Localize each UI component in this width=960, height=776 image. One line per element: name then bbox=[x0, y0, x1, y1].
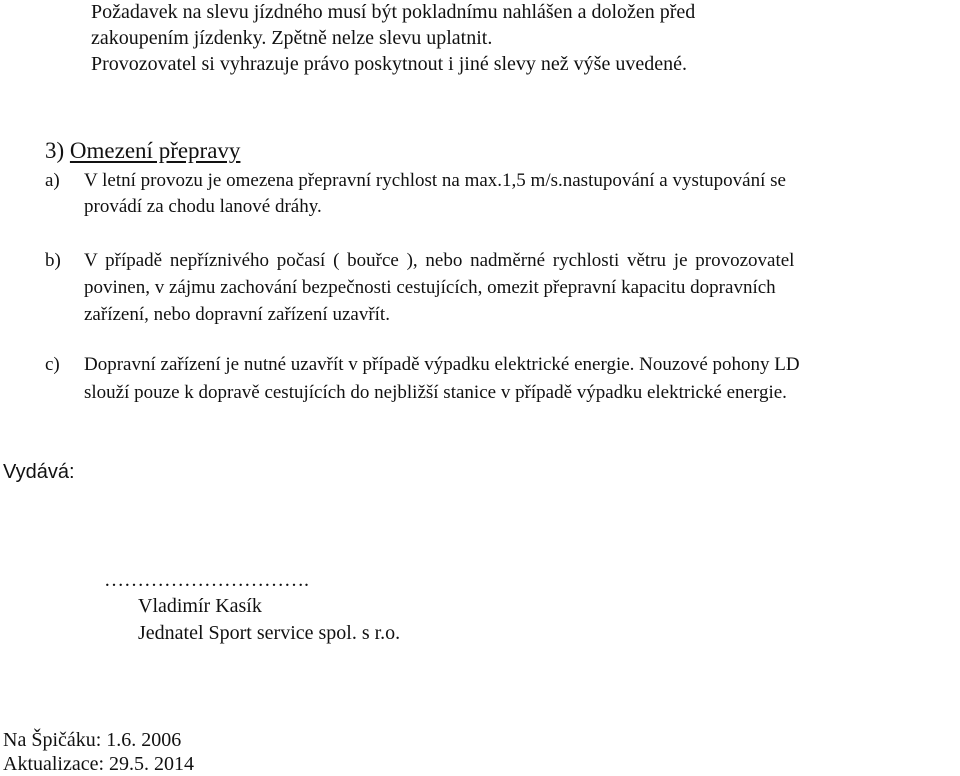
item-b-marker: b) bbox=[45, 250, 61, 271]
intro-line-2: zakoupením jízdenky. Zpětně nelze slevu uplatnit. bbox=[91, 27, 493, 49]
item-c-line-2: slouží pouze k dopravě cestujících do nejbližší stanice v případě výpadku elektrické energie. bbox=[84, 382, 787, 403]
update-date: Aktualizace: 29.5. 2014 bbox=[3, 753, 195, 775]
intro-line-1: Požadavek na slevu jízdného musí být pokladnímu nahlášen a doložen před bbox=[91, 1, 696, 23]
section-heading bbox=[45, 137, 240, 165]
place-date: Na Špičáku: 1.6. 2006 bbox=[3, 729, 182, 751]
section-number: 3) bbox=[45, 138, 65, 163]
signature-name: Vladimír Kasík bbox=[138, 595, 262, 617]
item-b-line-1: V případě nepříznivého počasí ( bouřce ), nebo nadměrné rychlosti větru je provozovatel bbox=[84, 250, 795, 271]
signature-role: Jednatel Sport service spol. s r.o. bbox=[138, 622, 401, 644]
item-a bbox=[45, 169, 786, 193]
item-c bbox=[45, 353, 800, 377]
item-b-line-2: povinen, v zájmu zachování bezpečnosti cestujících, omezit přepravní kapacitu dopravních bbox=[84, 277, 776, 298]
item-c-marker: c) bbox=[45, 354, 60, 375]
item-c-line-1: Dopravní zařízení je nutné uzavřít v případě výpadku elektrické energie. Nouzové pohony LD bbox=[84, 354, 800, 375]
item-a-marker: a) bbox=[45, 170, 60, 191]
intro-line-3: Provozovatel si vyhrazuje právo poskytnout i jiné slevy než výše uvedené. bbox=[91, 53, 687, 75]
item-b-line-3: zařízení, nebo dopravní zařízení uzavřít. bbox=[84, 304, 390, 325]
section-title: Omezení přepravy bbox=[69, 138, 241, 163]
item-b bbox=[45, 249, 794, 273]
signature-dots: …………………………. bbox=[104, 569, 309, 591]
item-a-line-1: V letní provozu je omezena přepravní rychlost na max.1,5 m/s.nastupování a vystupování se bbox=[84, 170, 786, 191]
issuer-label: Vydává: bbox=[3, 461, 75, 483]
item-a-line-2: provádí za chodu lanové dráhy. bbox=[84, 196, 322, 217]
